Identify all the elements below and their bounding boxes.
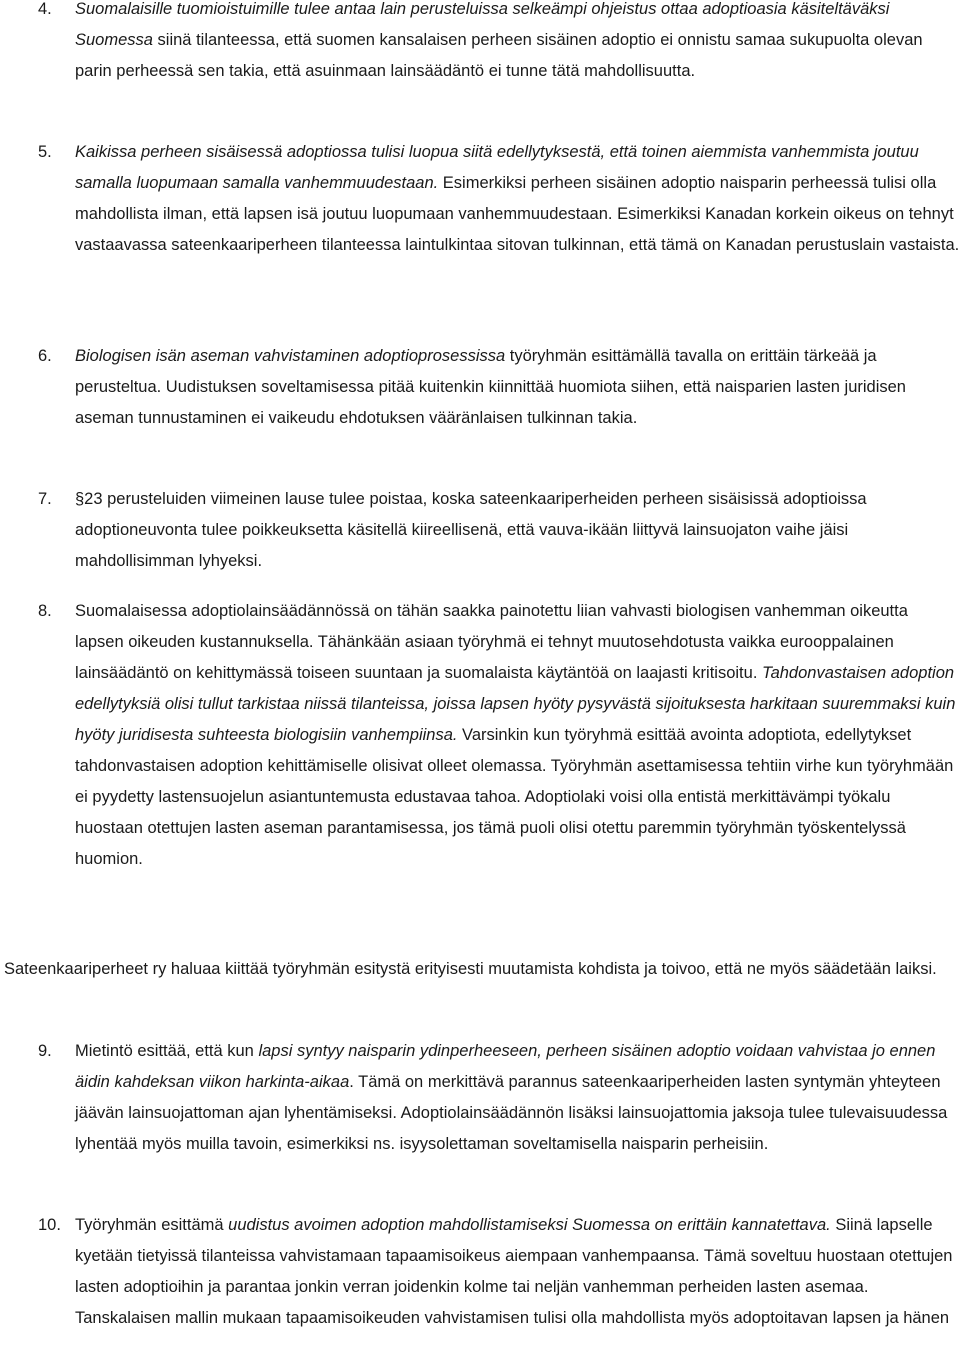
item-text-segment: Siinä lapselle kyetään tietyissä tilanteissa vahvistamaan tapaamisoikeus aiempaan vanhempaansa. Tämä soveltuu huostaan otettujen lasten adoptioihin ja parantaa jonkin verran joidenkin kolme tai neljän vanhemman perheiden lasten asemaa. Tanskalaisen mallin mukaan tapaamisoikeuden vahvistamisen tulisi olla mahdollista myös adoptoitavan lapsen ja hänen [75,1216,953,1327]
list-item [0,1036,960,1160]
item-text-segment: uudistus avoimen adoption mahdollistamiseksi Suomessa on erittäin kannatettava. [228,1216,831,1234]
item-number: 8. [38,602,52,620]
item-text-segment: Varsinkin kun työryhmä esittää avointa adoptiota, edellytykset tahdonvastaisen adoption kehittämiselle olisivat olleet olemassa. Työryhmän asettamisessa tehtiin virhe kun työryhmään ei pyydetty lastensuojelun asiantuntemusta edustavaa tahoa. Adoptiolaki voisi olla entistä merkittävämpi työkalu huostaan otettujen lasten aseman parantamisessa, jos tämä puoli olisi otettu paremmin työryhmän työskentelyssä huomion. [75,726,954,868]
item-text [75,596,960,875]
item-text [75,341,960,434]
item-text-segment: Tahdonvastaisen adoption edellytyksiä olisi tullut tarkistaa niissä tilanteissa, joissa lapsen hyöty pysyvästä sijoituksesta harkitaan suuremmaksi kuin hyöty juridisesta suhteesta biologisiin vanhempiinsa. [75,664,956,744]
item-text [75,137,960,261]
item-text-segment: Biologisen isän aseman vahvistaminen adoptioprosessissa [75,347,506,365]
item-text [75,1210,960,1334]
list-item [0,137,960,261]
list-item [0,341,960,434]
body-paragraph: Sateenkaariperheet ry haluaa kiittää työryhmän esitystä erityisesti muutamista kohdista ja toivoo, että ne myös säädetään laiksi. [4,960,937,978]
item-number: 9. [38,1042,52,1060]
item-number: 10. [38,1216,61,1234]
item-text-segment: Esimerkiksi perheen sisäinen adoptio naisparin perheessä tulisi olla mahdollista ilman, että lapsen isä joutuu luopumaan vanhemmuudestaan. Esimerkiksi Kanadan korkein oikeus on tehnyt vastaavassa sateenkaariperheen tilanteessa laintulkintaa sitovan tulkinnan, että tämä on Kanadan perustuslain vastaista. [75,174,960,254]
list-item [0,0,960,87]
item-text [75,484,960,577]
item-text [75,1036,960,1160]
item-text-segment: siinä tilanteessa, että suomen kansalaisen perheen sisäinen adoptio ei onnistu samaa sukupuolta olevan parin perheessä sen takia, että asuinmaan lainsäädäntö ei tunne tätä mahdollisuutta. [75,31,923,80]
item-text [75,0,960,87]
item-text-segment: . Tämä on merkittävä parannus sateenkaariperheiden lasten syntymän yhteyteen jäävän lainsuojattoman ajan lyhentämiseksi. Adoptiolainsäädännön lisäksi lainsuojattomia jaksoja tulee tulevaisuudessa lyhentää myös muilla tavoin, esimerkiksi ns. isyysolettaman soveltamisella naisparin perheisiin. [75,1073,948,1153]
item-number: 6. [38,347,52,365]
item-number: 5. [38,143,52,161]
item-text-segment: Mietintö esittää, että kun [75,1042,259,1060]
item-text-segment: Työryhmän esittämä [75,1216,229,1234]
list-item [0,1210,960,1334]
item-number: 7. [38,490,52,508]
item-text-segment: Suomalaisille tuomioistuimille tulee antaa lain perusteluissa selkeämpi ohjeistus ottaa adoptioasia käsiteltäväksi Suomessa [75,0,890,49]
item-text-segment: §23 perusteluiden viimeinen lause tulee poistaa, koska sateenkaariperheiden perheen sisäisissä adoptioissa adoptioneuvonta tulee poikkeuksetta käsitellä kiireellisenä, että vauva-ikään liittyvä lainsuojaton vaihe jäisi mahdollisimman lyhyeksi. [75,490,867,570]
list-item [0,596,960,875]
item-text-segment: työryhmän esittämällä tavalla on erittäin tärkeää ja perusteltua. Uudistuksen soveltamisessa pitää kuitenkin kiinnittää huomiota siihen, että naisparien lasten juridisen aseman tunnustaminen ei vaikeudu ehdotuksen vääränlaisen tulkinnan takia. [75,347,906,427]
item-number: 4. [38,0,52,18]
item-text-segment: lapsi syntyy naisparin ydinperheeseen, perheen sisäinen adoptio voidaan vahvistaa jo ennen äidin kahdeksan viikon harkinta-aikaa [75,1042,936,1091]
list-item [0,484,960,577]
item-text-segment: Kaikissa perheen sisäisessä adoptiossa tulisi luopua siitä edellytyksestä, että toinen aiemmista vanhemmista joutuu samalla luopumaan samalla vanhemmuudestaan. [75,143,919,192]
item-text-segment: Suomalaisessa adoptiolainsäädännössä on tähän saakka painotettu liian vahvasti biologisen vanhemman oikeutta lapsen oikeuden kustannuksella. Tähänkään asiaan työryhmä ei tehnyt muutosehdotusta vaikka eurooppalainen lainsäädäntö on kehittymässä toiseen suuntaan ja suomalaista käytäntöä on laajasti kritisoitu. [75,602,908,682]
